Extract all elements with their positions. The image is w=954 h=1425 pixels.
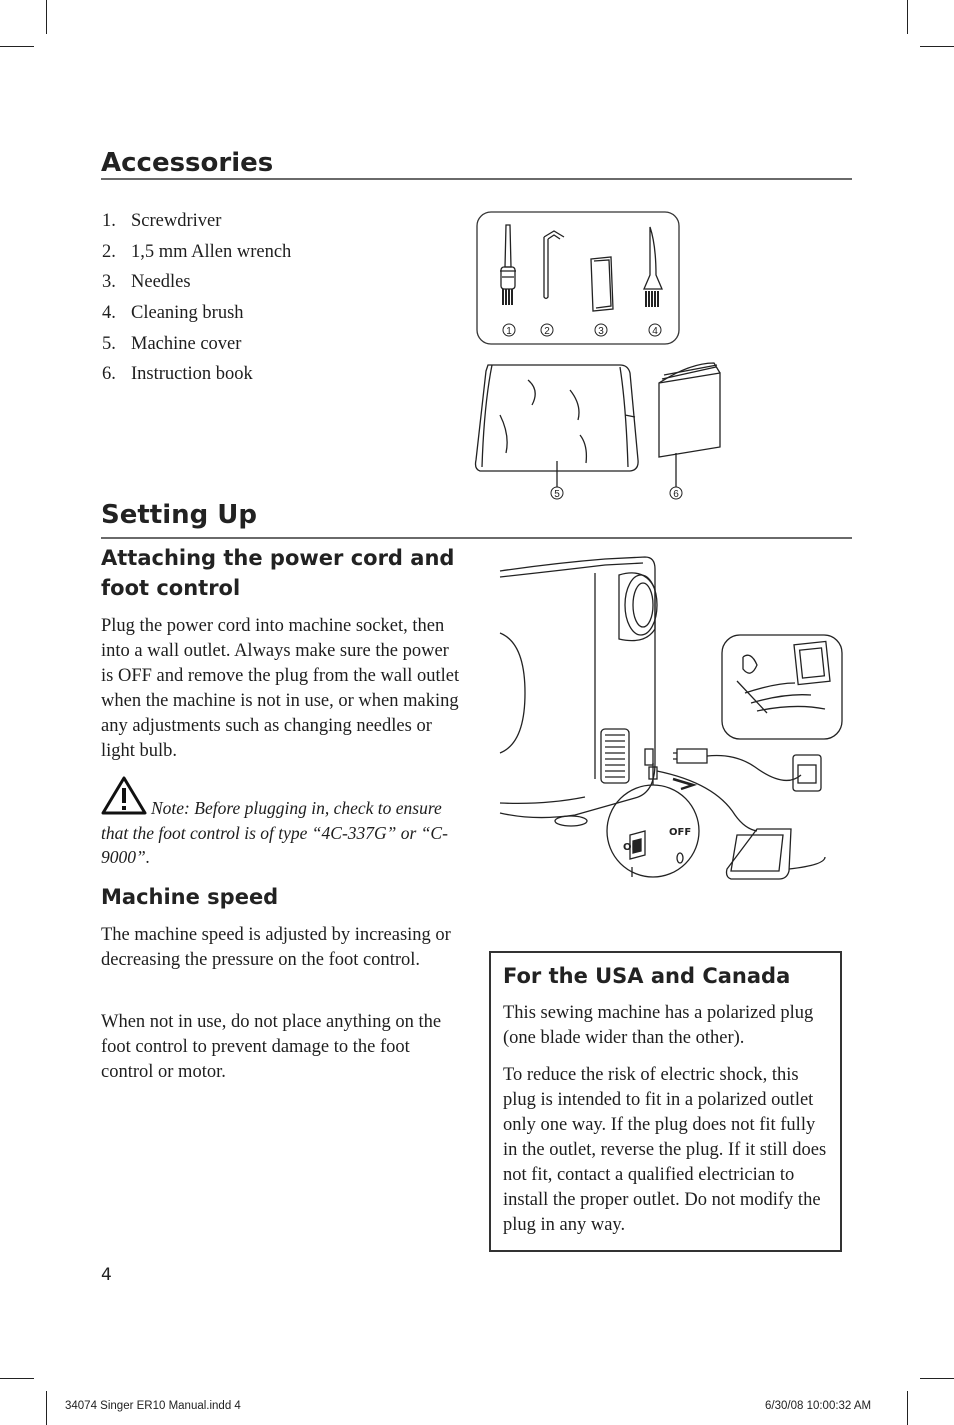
accessories-title: Accessories (101, 148, 274, 178)
crop-mark (0, 1378, 34, 1379)
list-item: 5. Machine cover (102, 333, 242, 354)
screwdriver-icon (500, 225, 516, 305)
crop-mark (0, 46, 34, 47)
svg-text:5: 5 (554, 489, 560, 500)
setting-up-title: Setting Up (101, 500, 258, 530)
figure-number-markers (503, 324, 661, 337)
usa-canada-para2: To reduce the risk of electric shock, this plug is intended to fit in a polarized outlet only one way. If the plug does not fit fully in the outlet, reverse the plug. If it still does not fit, contact a qualified electrician to install the proper outlet. Do not modify the plug in any way. (503, 1065, 827, 1235)
accessories-illustration (470, 205, 735, 505)
crop-mark (907, 0, 908, 34)
list-item: 2. 1,5 mm Allen wrench (102, 241, 292, 262)
accessories-list (102, 206, 291, 390)
crop-mark (46, 0, 47, 34)
svg-text:2: 2 (544, 326, 550, 337)
cleaning-brush-icon (644, 227, 662, 307)
allen-wrench-icon (544, 231, 564, 299)
usa-canada-heading: For the USA and Canada (503, 964, 791, 988)
crop-mark (920, 1378, 954, 1379)
foot-control-note: Note: Before plugging in, check to ensure that the foot control is of type “4C-337G” or “C-9000”. (101, 798, 448, 867)
page-number: 4 (101, 1265, 112, 1285)
usa-canada-para1: This sewing machine has a polarized plug (one blade wider than the other). (503, 1003, 814, 1048)
machine-speed-heading: Machine speed (101, 885, 279, 909)
svg-text:6: 6 (673, 489, 679, 500)
setting-up-rule (101, 537, 852, 539)
power-cord-illustration (495, 553, 850, 893)
list-item: 4. Cleaning brush (102, 303, 244, 324)
accessories-rule (101, 178, 852, 180)
crop-mark (46, 1391, 47, 1425)
list-item: 3. Needles (102, 272, 191, 293)
needles-packet-icon (591, 257, 613, 311)
power-cord-text: Plug the power cord into machine socket, then into a wall outlet. Always make sure the power is OFF and remove the plug from the wall outlet when the machine is not in use, or when making any adjustments such as changing needles or light bulb. (101, 616, 460, 761)
crop-mark (907, 1391, 908, 1425)
machine-cover-icon (476, 365, 639, 487)
power-cord-heading: Attaching the power cord and foot control (101, 546, 455, 600)
machine-speed-para1: The machine speed is adjusted by increasing or decreasing the pressure on the foot control. (101, 925, 451, 970)
crop-mark (920, 46, 954, 47)
svg-text:3: 3 (598, 326, 604, 337)
usa-canada-notice-box (489, 951, 842, 1252)
machine-speed-para2: When not in use, do not place anything on the foot control to prevent damage to the foot control or motor. (101, 1012, 442, 1082)
svg-text:1: 1 (506, 326, 512, 337)
list-item: 1. Screwdriver (102, 211, 222, 231)
slug-filename: 34074 Singer ER10 Manual.indd 4 (65, 1400, 241, 1412)
switch-on-label: ON (623, 842, 640, 853)
instruction-book-icon (659, 363, 720, 487)
svg-text:4: 4 (652, 326, 658, 337)
slug-timestamp: 6/30/08 10:00:32 AM (765, 1400, 872, 1412)
list-item: 6. Instruction book (102, 364, 253, 385)
switch-off-label: OFF (669, 827, 692, 838)
